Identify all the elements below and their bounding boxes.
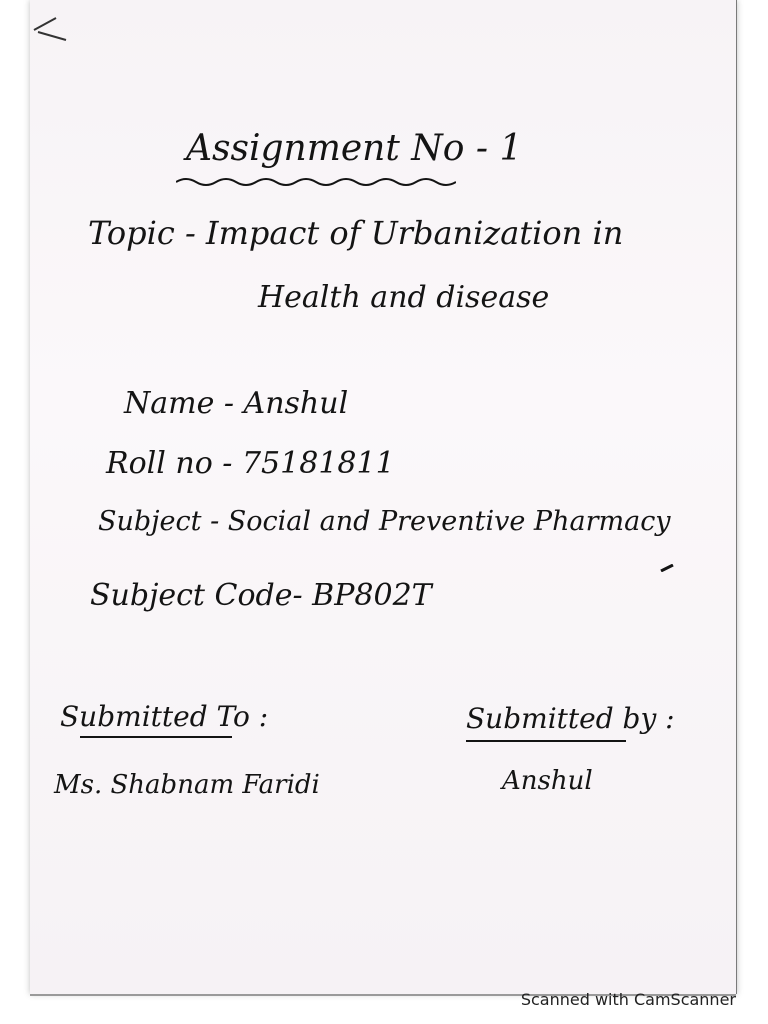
folded-corner-mark: [30, 12, 70, 42]
submitted-by-name: Anshul: [502, 766, 593, 796]
roll-number: Roll no - 75181811: [106, 446, 395, 481]
subject-code: Subject Code- BP802T: [90, 578, 432, 613]
scanner-watermark: Scanned with CamScanner: [520, 990, 736, 1009]
submitted-by-label: Submitted by :: [466, 702, 675, 735]
submitted-to-label: Submitted To :: [60, 700, 269, 733]
topic-line-1: Topic - Impact of Urbanization in: [88, 214, 624, 252]
subject: Subject - Social and Preventive Pharmacy: [98, 506, 671, 537]
assignment-title: Assignment No - 1: [186, 128, 523, 169]
title-wavy-underline: [176, 176, 456, 188]
submitted-by-underline: [466, 740, 626, 742]
ink-mark: [660, 564, 674, 572]
student-name: Name - Anshul: [124, 386, 349, 421]
submitted-to-underline: [80, 736, 232, 738]
submitted-to-name: Ms. Shabnam Faridi: [54, 770, 320, 800]
topic-line-2: Health and disease: [258, 280, 550, 315]
